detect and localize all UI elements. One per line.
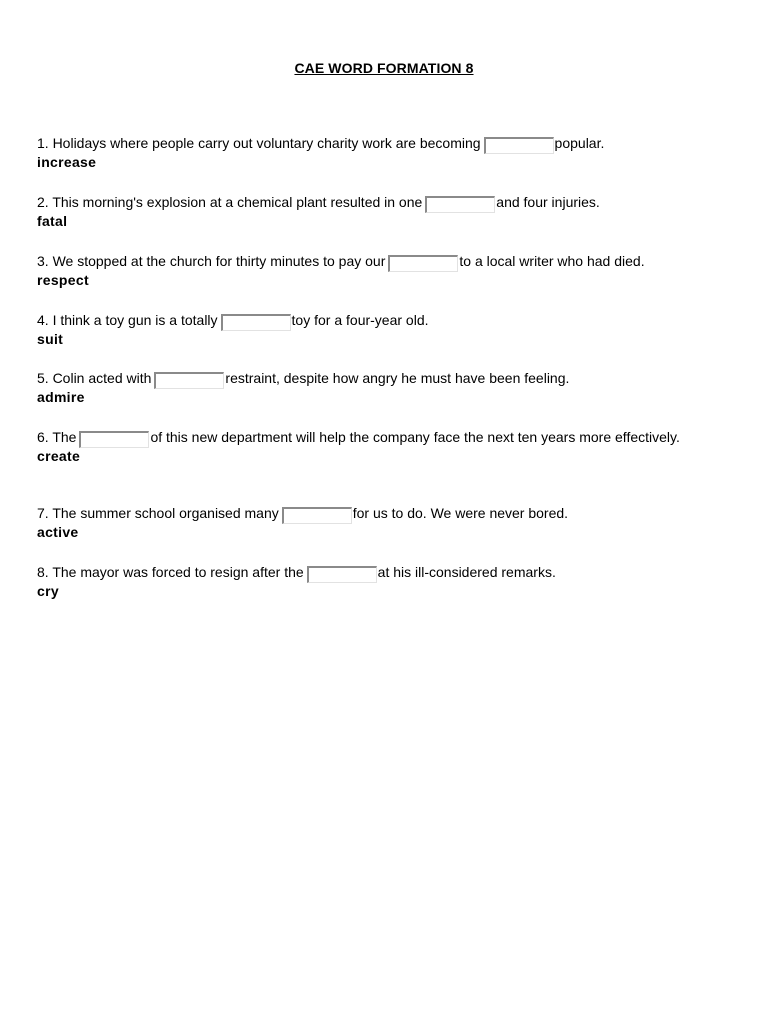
question-text-after: popular. xyxy=(554,135,605,151)
question-text-after: of this new department will help the company face the next ten years more effectively. xyxy=(150,429,680,445)
question-1 xyxy=(37,135,727,171)
question-text-before: 7. The summer school organised many xyxy=(37,505,279,521)
answer-input-4[interactable] xyxy=(221,314,291,331)
question-text-before: 2. This morning's explosion at a chemical plant resulted in one xyxy=(37,194,423,210)
question-text xyxy=(37,135,727,154)
answer-input-7[interactable] xyxy=(282,507,352,524)
question-text-before: 8. The mayor was forced to resign after the xyxy=(37,564,304,580)
question-text-after: to a local writer who had died. xyxy=(459,253,645,269)
answer-input-1[interactable] xyxy=(484,137,554,154)
question-6 xyxy=(37,429,727,465)
question-text xyxy=(37,194,727,213)
stem-word-3: respect xyxy=(37,271,89,288)
answer-input-2[interactable] xyxy=(425,196,495,213)
question-text-after: at his ill-considered remarks. xyxy=(377,564,556,580)
question-text xyxy=(37,564,727,583)
stem-word-8: cry xyxy=(37,582,59,599)
stem-word-6: create xyxy=(37,447,81,464)
question-text xyxy=(37,505,727,524)
question-3 xyxy=(37,253,727,289)
question-text-after: for us to do. We were never bored. xyxy=(352,505,569,521)
question-text-after: restraint, despite how angry he must have been feeling. xyxy=(225,370,570,386)
answer-input-6[interactable] xyxy=(79,431,149,448)
question-text xyxy=(37,253,727,272)
question-text-before: 1. Holidays where people carry out voluntary charity work are becoming xyxy=(37,135,481,151)
question-text-after: and four injuries. xyxy=(496,194,600,210)
stem-word-1: increase xyxy=(37,153,97,170)
answer-input-5[interactable] xyxy=(154,372,224,389)
stem-word-5: admire xyxy=(37,388,85,405)
question-text xyxy=(37,429,727,448)
question-2 xyxy=(37,194,727,230)
question-text-after: toy for a four-year old. xyxy=(291,312,429,328)
stem-word-4: suit xyxy=(37,330,64,347)
answer-input-3[interactable] xyxy=(388,255,458,272)
question-text-before: 3. We stopped at the church for thirty minutes to pay our xyxy=(37,253,386,269)
question-text xyxy=(37,312,727,331)
question-text-before: 6. The xyxy=(37,429,77,445)
question-8 xyxy=(37,564,727,600)
stem-word-2: fatal xyxy=(37,212,68,229)
stem-word-7: active xyxy=(37,523,79,540)
question-text xyxy=(37,370,727,389)
answer-input-8[interactable] xyxy=(307,566,377,583)
question-5 xyxy=(37,370,727,406)
worksheet-title: CAE WORD FORMATION 8 xyxy=(294,60,474,76)
question-text-before: 4. I think a toy gun is a totally xyxy=(37,312,218,328)
question-4 xyxy=(37,312,727,348)
question-text-before: 5. Colin acted with xyxy=(37,370,152,386)
question-7 xyxy=(37,505,727,541)
